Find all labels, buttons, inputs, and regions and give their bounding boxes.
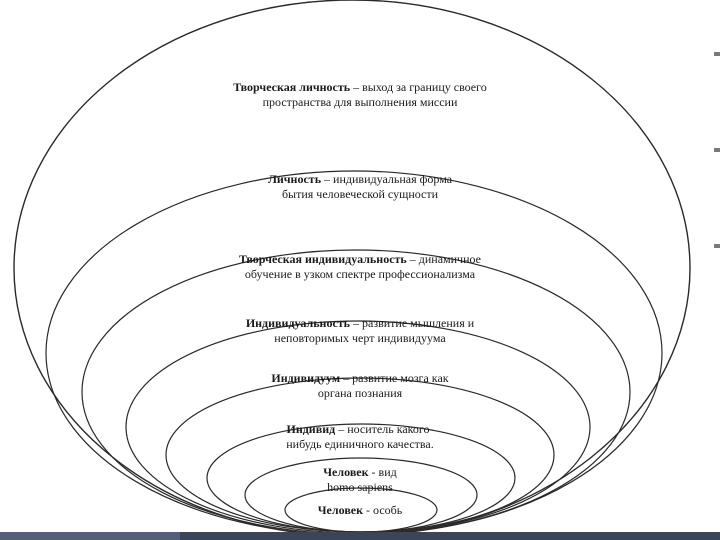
level-7-line2: homo sapiens [327, 480, 393, 494]
level-1-sep: – [350, 80, 363, 94]
level-1-term: Творческая личность [233, 80, 351, 94]
level-2-sep: – [321, 172, 334, 186]
level-3-line2: обучение в узком спектре профессионализма [244, 267, 476, 281]
level-8-term: Человек [317, 503, 364, 517]
level-1-label [0, 80, 720, 110]
level-5-line1: развитие мозга как [352, 371, 449, 385]
level-3-term: Творческая индивидуальность [239, 252, 407, 266]
level-4-line2: неповторимых черт индивидуума [274, 331, 446, 345]
level-7-sep: - [368, 465, 379, 479]
bottom-bar [0, 532, 720, 540]
level-8-line1: особь [373, 503, 403, 517]
level-7-term: Человек [323, 465, 369, 479]
level-5-line2: органа познания [317, 386, 403, 400]
level-6-line1: носитель какого- [347, 422, 434, 436]
level-6-label [0, 422, 720, 452]
level-4-sep: – [350, 316, 363, 330]
level-6-line2: нибудь единичного качества. [286, 437, 434, 451]
level-6-term: Индивид [286, 422, 336, 436]
level-8-sep: - [363, 503, 374, 517]
level-1-line2: пространства для выполнения миссии [262, 95, 458, 109]
right-edge-tick [714, 148, 720, 152]
right-edge-tick [714, 52, 720, 56]
level-5-label [0, 371, 720, 401]
level-4-line1: развитие мышления и [362, 316, 475, 330]
right-edge-tick [714, 244, 720, 248]
level-3-sep: – [406, 252, 419, 266]
level-6-sep: – [335, 422, 348, 436]
level-3-label [0, 252, 720, 282]
level-2-line2: бытия человеческой сущности [281, 187, 439, 201]
level-8-label [0, 503, 720, 518]
level-3-line1: динамичное [418, 252, 481, 266]
level-4-label [0, 316, 720, 346]
level-5-sep: – [340, 371, 353, 385]
level-1-line1: выход за границу своего [362, 80, 487, 94]
level-2-label [0, 172, 720, 202]
level-7-line1: вид [378, 465, 397, 479]
level-2-term: Личность [267, 172, 322, 186]
bottom-bar-accent [0, 532, 180, 540]
level-5-term: Индивидуум [271, 371, 341, 385]
level-2-line1: индивидуальная форма [333, 172, 453, 186]
level-4-term: Индивидуальность [245, 316, 351, 330]
level-7-label [0, 465, 720, 495]
